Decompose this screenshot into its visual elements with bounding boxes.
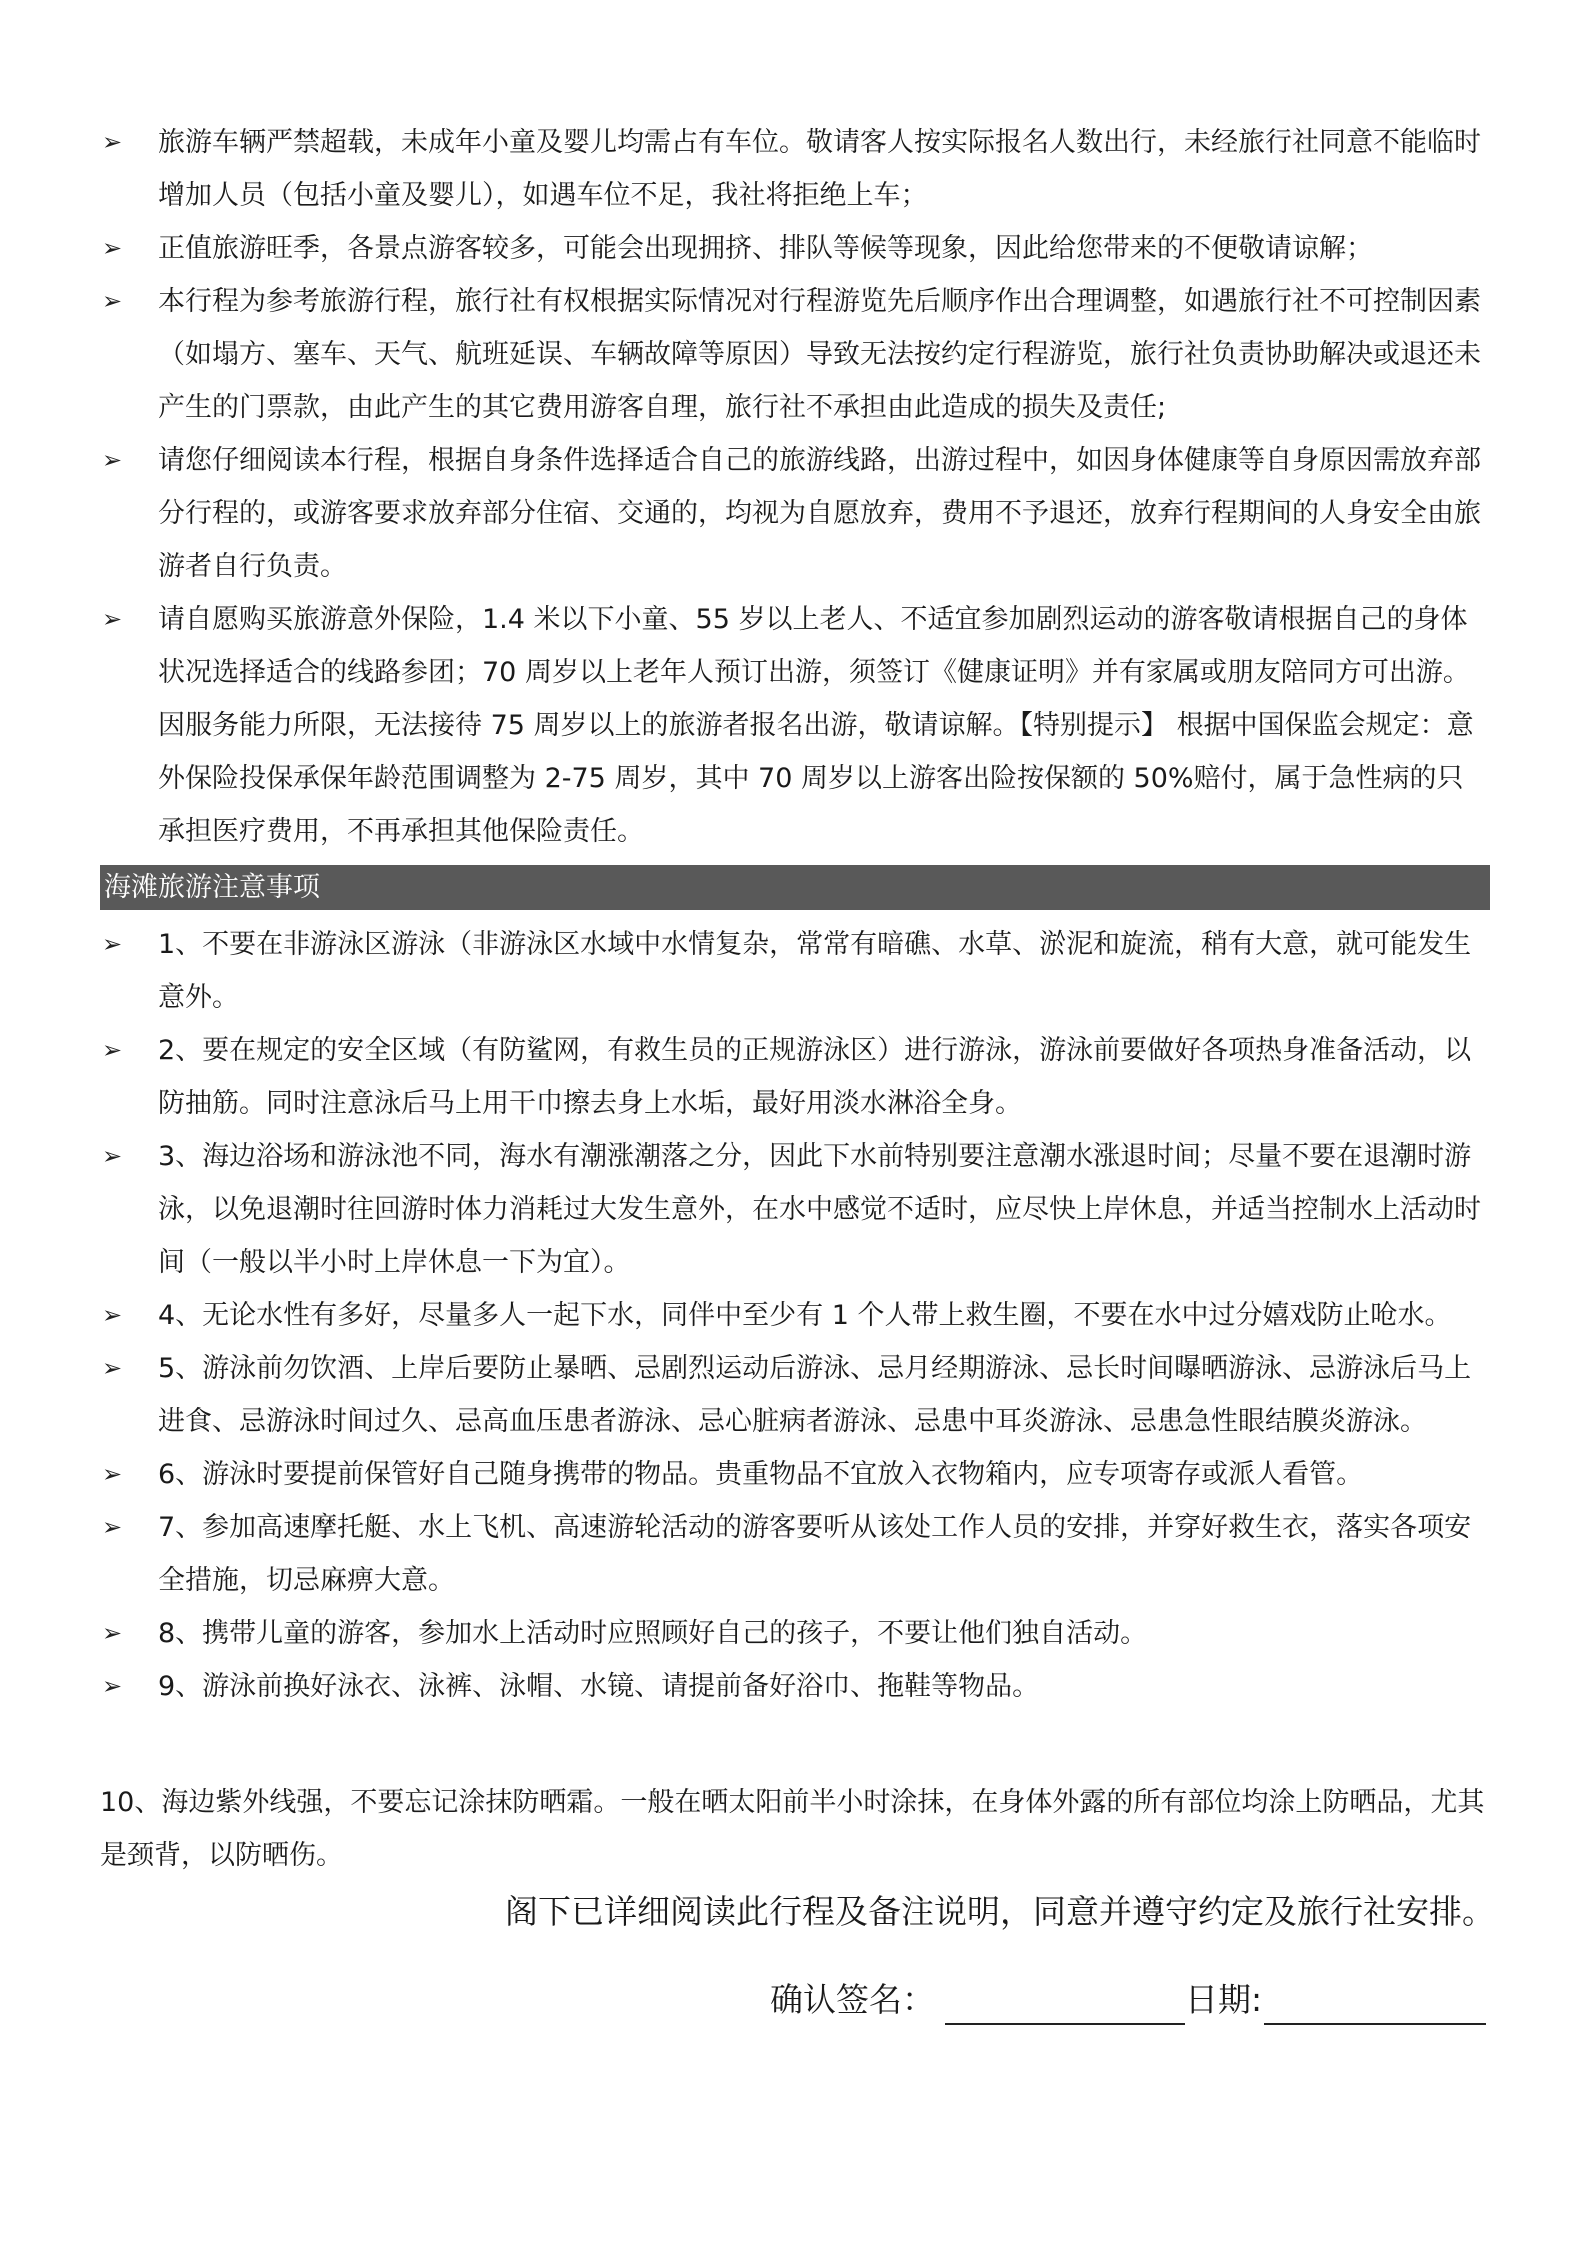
beach-notices-list bbox=[100, 918, 1490, 1713]
beach-section-title: 海滩旅游注意事项 bbox=[100, 865, 1490, 910]
beach-item: ➢ 6、游泳时要提前保管好自己随身携带的物品。贵重物品不宜放入衣物箱内，应专项寄存或派人看管。 bbox=[100, 1448, 1490, 1501]
notice-item: ➢ 请自愿购买旅游意外保险，1.4 米以下小童、55 岁以上老人、不适宜参加剧烈运动的游客敬请根据自己的身体状况选择适合的线路参团；70 周岁以上老年人预订出游，须签订《健康证明》并有家属或朋友陪同方可出游。因服务能力所限，无法接待 75 周岁以上的旅游者报名出游，敬请谅解。【特别提示】 根据中国保监会规定：意外保险投保承保年龄范围调整为 2-75 周岁，其中 70 周岁以上游客出险按保额的 50%赔付，属于急性病的只承担医疗费用，不再承担其他保险责任。 bbox=[100, 593, 1490, 858]
beach-item: ➢ 4、无论水性有多好，尽量多人一起下水，同伴中至少有 1 个人带上救生圈，不要在水中过分嬉戏防止呛水。 bbox=[100, 1289, 1490, 1342]
arrow-bullet-icon: ➢ bbox=[102, 1619, 123, 1647]
date-blank[interactable] bbox=[1264, 1983, 1486, 2025]
date-label: 日期: bbox=[1185, 1980, 1263, 2019]
arrow-bullet-icon: ➢ bbox=[102, 1354, 123, 1382]
sunscreen-note: 10、海边紫外线强，不要忘记涂抹防晒霜。一般在晒太阳前半小时涂抹，在身体外露的所有部位均涂上防晒品，尤其是颈背，以防晒伤。 bbox=[100, 1787, 1485, 1871]
notice-item: ➢ 正值旅游旺季，各景点游客较多，可能会出现拥挤、排队等候等现象，因此给您带来的不便敬请谅解； bbox=[100, 222, 1490, 275]
notice-item: ➢ 旅游车辆严禁超载，未成年小童及婴儿均需占有车位。敬请客人按实际报名人数出行，未经旅行社同意不能临时增加人员（包括小童及婴儿），如遇车位不足，我社将拒绝上车； bbox=[100, 116, 1490, 222]
arrow-bullet-icon: ➢ bbox=[102, 1142, 123, 1170]
arrow-bullet-icon: ➢ bbox=[102, 128, 123, 156]
beach-item: ➢ 7、参加高速摩托艇、水上飞机、高速游轮活动的游客要听从该处工作人员的安排，并穿好救生衣，落实各项安全措施，切忌麻痹大意。 bbox=[100, 1501, 1490, 1607]
signature-blank[interactable] bbox=[945, 1983, 1185, 2025]
arrow-bullet-icon: ➢ bbox=[102, 605, 123, 633]
signature-row bbox=[770, 1975, 1486, 2025]
beach-item: ➢ 5、游泳前勿饮酒、上岸后要防止暴晒、忌剧烈运动后游泳、忌月经期游泳、忌长时间曝晒游泳、忌游泳后马上进食、忌游泳时间过久、忌高血压患者游泳、忌心脏病者游泳、忌患中耳炎游泳、忌患急性眼结膜炎游泳。 bbox=[100, 1342, 1490, 1448]
beach-item: ➢ 3、海边浴场和游泳池不同，海水有潮涨潮落之分，因此下水前特别要注意潮水涨退时间；尽量不要在退潮时游泳，以免退潮时往回游时体力消耗过大发生意外，在水中感觉不适时，应尽快上岸休息，并适当控制水上活动时间（一般以半小时上岸休息一下为宜）。 bbox=[100, 1130, 1490, 1289]
notice-item: ➢ 请您仔细阅读本行程，根据自身条件选择适合自己的旅游线路，出游过程中，如因身体健康等自身原因需放弃部分行程的，或游客要求放弃部分住宿、交通的，均视为自愿放弃，费用不予退还，放弃行程期间的人身安全由旅游者自行负责。 bbox=[100, 434, 1490, 593]
beach-item: ➢ 2、要在规定的安全区域（有防鲨网，有救生员的正规游泳区）进行游泳，游泳前要做好各项热身准备活动，以防抽筋。同时注意泳后马上用干巾擦去身上水垢，最好用淡水淋浴全身。 bbox=[100, 1024, 1490, 1130]
arrow-bullet-icon: ➢ bbox=[102, 1672, 123, 1700]
arrow-bullet-icon: ➢ bbox=[102, 1301, 123, 1329]
beach-item: ➢ 9、游泳前换好泳衣、泳裤、泳帽、水镜、请提前备好浴巾、拖鞋等物品。 bbox=[100, 1660, 1490, 1713]
notice-item: ➢ 本行程为参考旅游行程，旅行社有权根据实际情况对行程游览先后顺序作出合理调整，如遇旅行社不可控制因素（如塌方、塞车、天气、航班延误、车辆故障等原因）导致无法按约定行程游览，旅行社负责协助解决或退还未产生的门票款，由此产生的其它费用游客自理，旅行社不承担由此造成的损失及责任; bbox=[100, 275, 1490, 434]
arrow-bullet-icon: ➢ bbox=[102, 446, 123, 474]
arrow-bullet-icon: ➢ bbox=[102, 287, 123, 315]
general-notices-list bbox=[100, 116, 1490, 858]
arrow-bullet-icon: ➢ bbox=[102, 1036, 123, 1064]
arrow-bullet-icon: ➢ bbox=[102, 234, 123, 262]
arrow-bullet-icon: ➢ bbox=[102, 930, 123, 958]
confirmation-statement: 阁下已详细阅读此行程及备注说明，同意并遵守约定及旅行社安排。 bbox=[505, 1892, 1495, 1931]
signature-label: 确认签名： bbox=[770, 1980, 935, 2019]
arrow-bullet-icon: ➢ bbox=[102, 1460, 123, 1488]
beach-item: ➢ 8、携带儿童的游客，参加水上活动时应照顾好自己的孩子，不要让他们独自活动。 bbox=[100, 1607, 1490, 1660]
arrow-bullet-icon: ➢ bbox=[102, 1513, 123, 1541]
beach-item: ➢ 1、不要在非游泳区游泳（非游泳区水域中水情复杂，常常有暗礁、水草、淤泥和旋流，稍有大意，就可能发生意外。 bbox=[100, 918, 1490, 1024]
